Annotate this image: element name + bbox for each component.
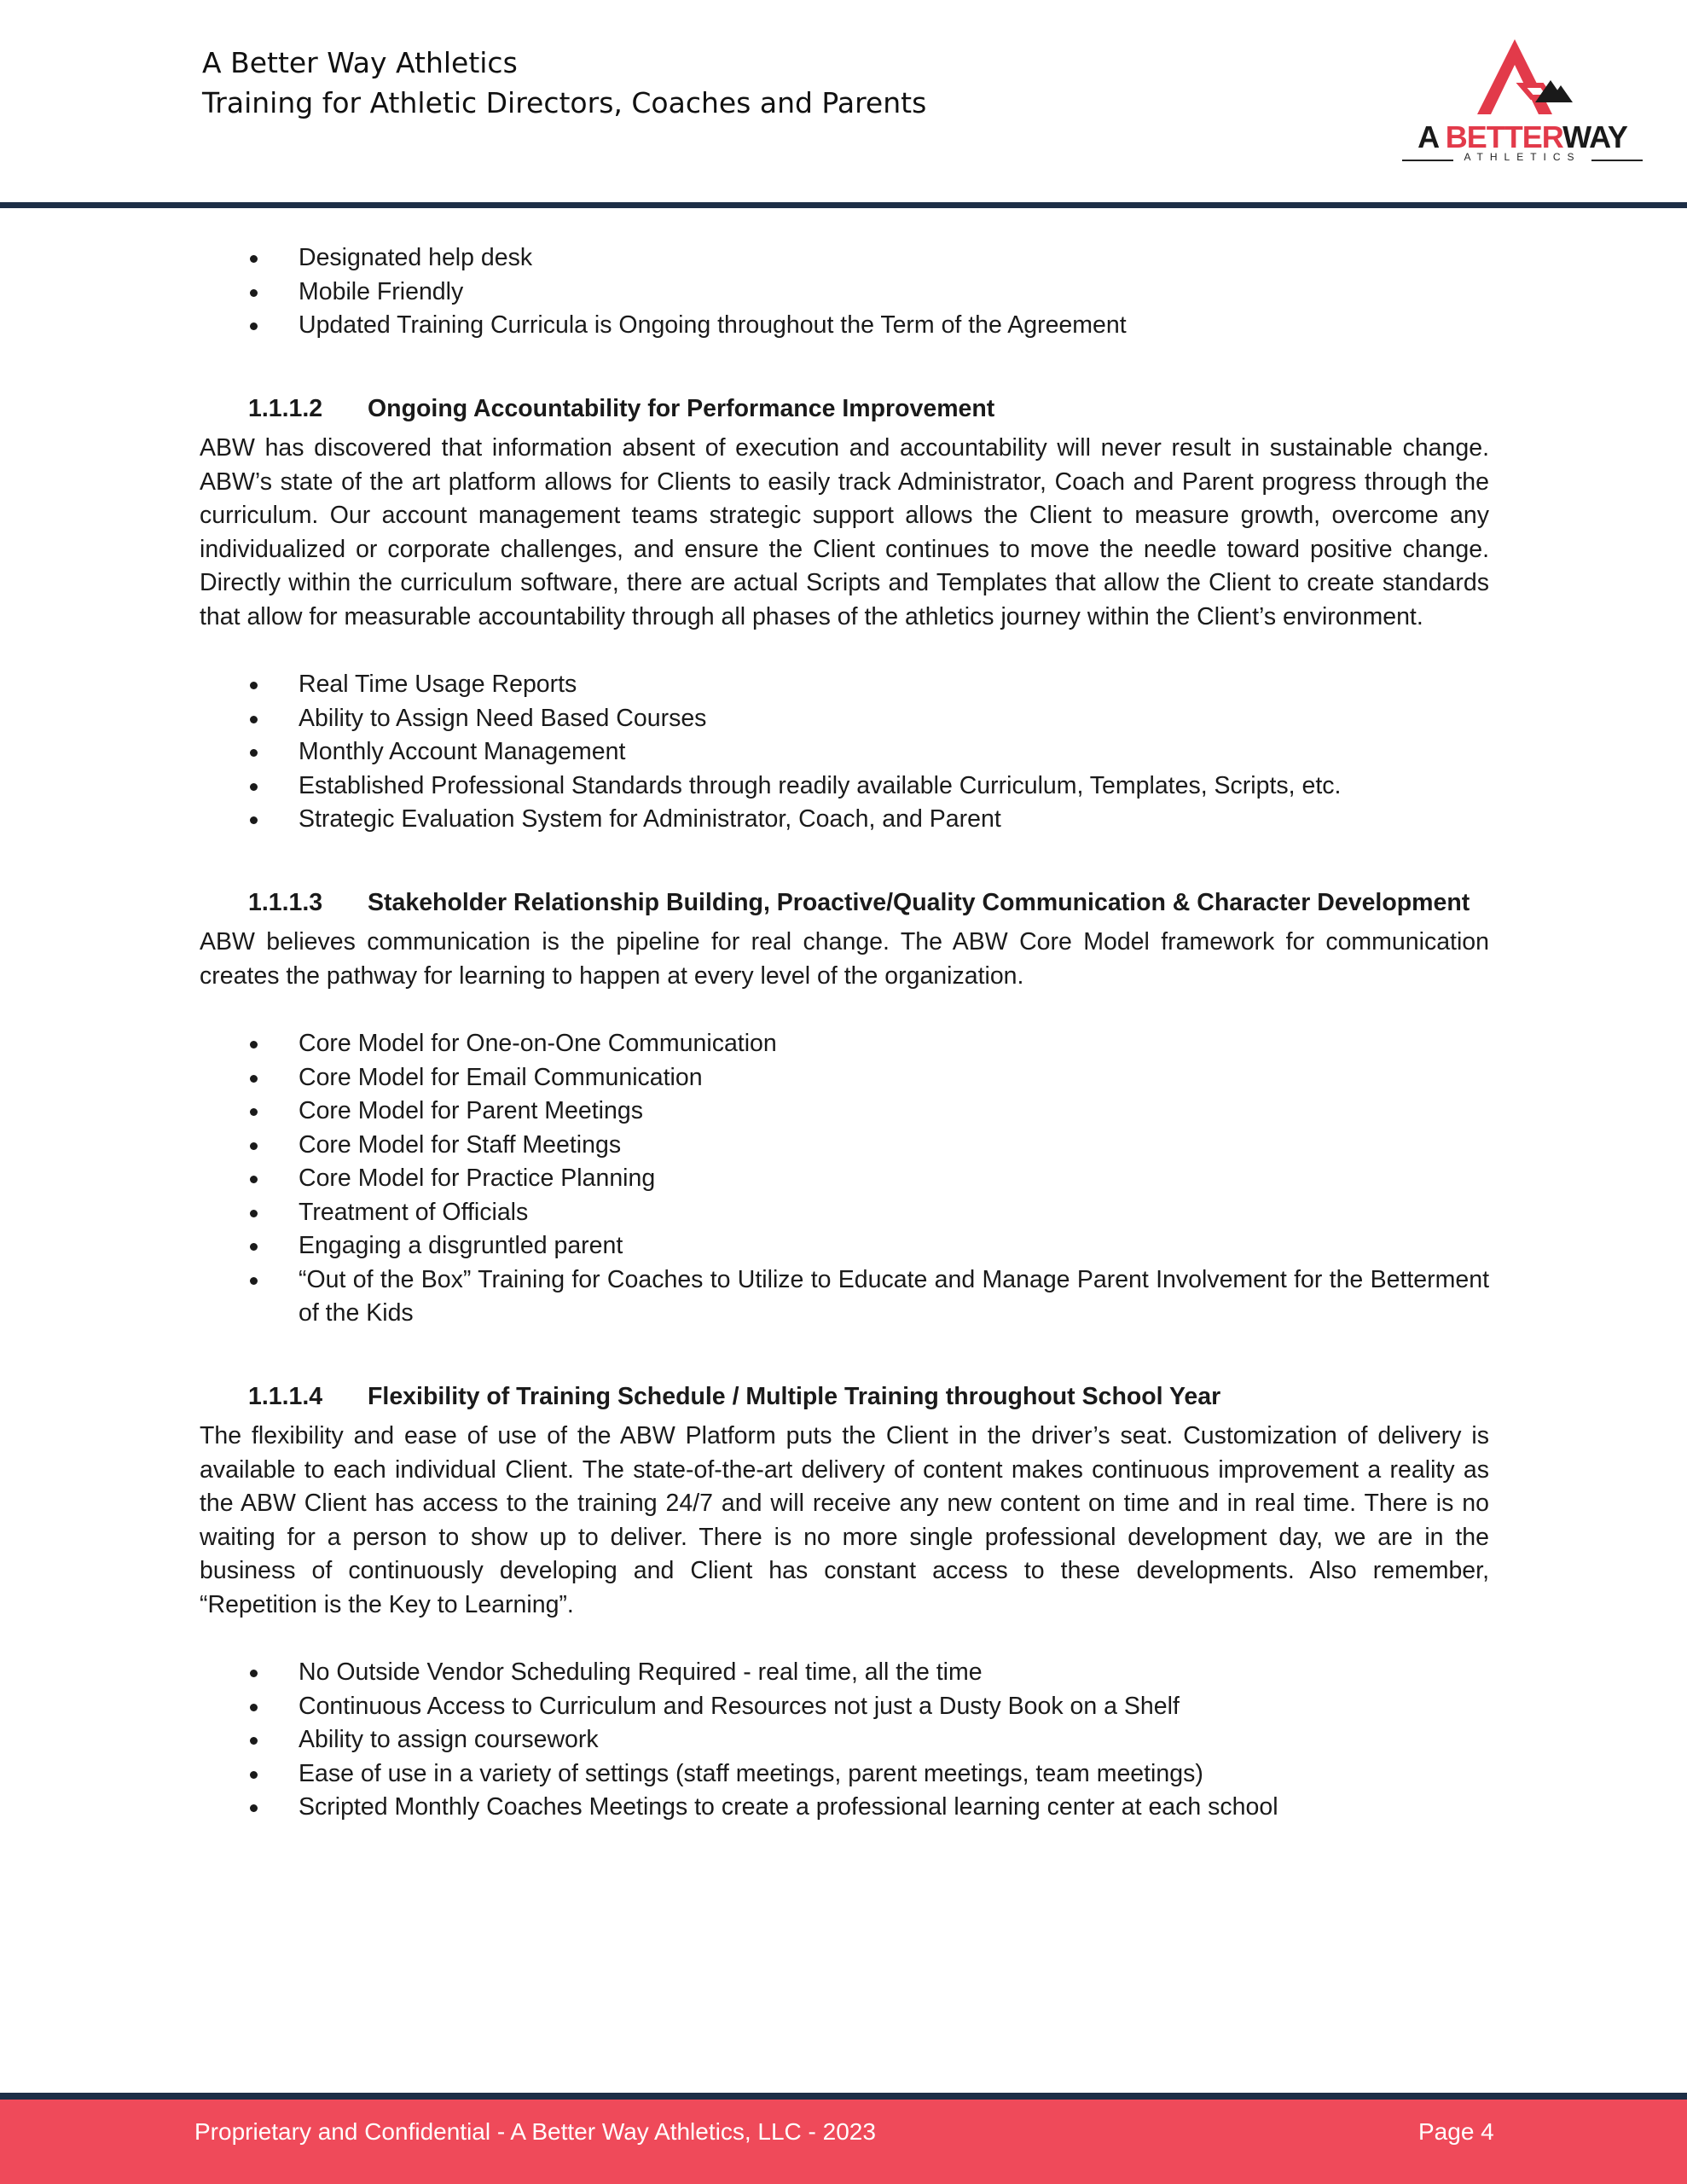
section-number: 1.1.1.4 [248, 1382, 323, 1410]
list-item: Ability to assign coursework [200, 1723, 1489, 1757]
list-item: Updated Training Curricula is Ongoing throughout the Term of the Agreement [200, 309, 1489, 343]
list-item: Ability to Assign Need Based Courses [200, 702, 1489, 736]
list-item: Ease of use in a variety of settings (staff meetings, parent meetings, team meetings) [200, 1757, 1489, 1792]
document-body [200, 241, 1489, 1825]
list-item: Treatment of Officials [200, 1196, 1489, 1230]
section-number: 1.1.1.2 [248, 394, 323, 422]
header-divider [0, 202, 1687, 208]
company-logo [1402, 36, 1643, 172]
list-item: Engaging a disgruntled parent [200, 1229, 1489, 1263]
section-number: 1.1.1.3 [248, 888, 323, 916]
logo-subtitle [1402, 151, 1643, 168]
list-item: Core Model for Staff Meetings [200, 1129, 1489, 1163]
section-paragraph: The flexibility and ease of use of the ABW Platform puts the Client in the driver’s seat. Customization of delivery is available to each individual Client. The state-of-the-art delivery of content makes continuous improvement a reality as the ABW Client has access to the training 24/7 and will receive any new content on time and in real time. There is no waiting for a person to show up to deliver. There is no more single professional development day, we are in the business of continuously developing and Client has constant access to these developments. Also remember, “Repetition is the Key to Learning”. [200, 1422, 1489, 1618]
page-number: Page 4 [1418, 2118, 1494, 2145]
list-item: Core Model for One-on-One Communication [200, 1027, 1489, 1061]
header-title-line1: A Better Way Athletics [202, 46, 518, 79]
page-header [0, 0, 1687, 208]
logo-wordmark [1402, 119, 1643, 155]
section-title: Flexibility of Training Schedule / Multiple Training throughout School Year [368, 1382, 1221, 1410]
list-item: No Outside Vendor Scheduling Required - real time, all the time [200, 1656, 1489, 1690]
page-footer [0, 2093, 1687, 2184]
logo-subtitle-rule-right [1591, 160, 1643, 161]
list-item: Core Model for Email Communication [200, 1061, 1489, 1095]
header-title [202, 43, 926, 123]
footer-confidential-text: Proprietary and Confidential - A Better Way Athletics, LLC - 2023 [194, 2118, 876, 2145]
footer-band [0, 2100, 1687, 2184]
section-paragraph: ABW has discovered that information absent of execution and accountability will never result in sustainable change. ABW’s state of the art platform allows for Clients to easily track Administrator, Coach and Parent progress through the curriculum. Our account management teams strategic support allows the Client to measure growth, overcome any individualized or corporate challenges, and ensure the Client continues to move the needle toward positive change. Directly within the curriculum software, there are actual Scripts and Templates that allow the Client to create standards that allow for measurable accountability through all phases of the athletics journey within the Client’s environment. [200, 434, 1489, 630]
section-heading [200, 886, 1489, 921]
logo-word-accent: BETTER [1445, 119, 1563, 154]
list-item: Real Time Usage Reports [200, 668, 1489, 702]
list-item: Core Model for Practice Planning [200, 1162, 1489, 1196]
section-heading [200, 392, 1489, 427]
list-item: “Out of the Box” Training for Coaches to Utilize to Educate and Manage Parent Involvement for the Betterment of the Kids [200, 1263, 1489, 1331]
section-title: Ongoing Accountability for Performance Improvement [368, 394, 995, 422]
logo-subtitle-text: ATHLETICS [1464, 151, 1581, 163]
intro-bullet-list [200, 241, 1489, 343]
logo-word-prefix: A [1417, 119, 1446, 154]
footer-divider [0, 2093, 1687, 2100]
list-item: Core Model for Parent Meetings [200, 1095, 1489, 1129]
section-bullet-list [200, 1027, 1489, 1331]
logo-word-suffix: WAY [1562, 119, 1627, 154]
list-item: Strategic Evaluation System for Administrator, Coach, and Parent [200, 803, 1489, 837]
list-item: Designated help desk [200, 241, 1489, 276]
list-item: Established Professional Standards through readily available Curriculum, Templates, Scripts, etc. [200, 770, 1489, 804]
header-title-line2: Training for Athletic Directors, Coaches and Parents [202, 86, 927, 119]
list-item: Mobile Friendly [200, 276, 1489, 310]
logo-subtitle-rule-left [1402, 160, 1453, 161]
list-item: Continuous Access to Curriculum and Resources not just a Dusty Book on a Shelf [200, 1690, 1489, 1724]
section-heading [200, 1380, 1489, 1414]
section-title: Stakeholder Relationship Building, Proactive/Quality Communication & Character Development [368, 888, 1470, 916]
logo-mark-icon [1472, 36, 1573, 118]
section-bullet-list [200, 1656, 1489, 1825]
section-bullet-list [200, 668, 1489, 837]
list-item: Scripted Monthly Coaches Meetings to create a professional learning center at each school [200, 1791, 1489, 1825]
list-item: Monthly Account Management [200, 735, 1489, 770]
section-paragraph: ABW believes communication is the pipeline for real change. The ABW Core Model framework for communication creates the pathway for learning to happen at every level of the organization. [200, 928, 1489, 990]
